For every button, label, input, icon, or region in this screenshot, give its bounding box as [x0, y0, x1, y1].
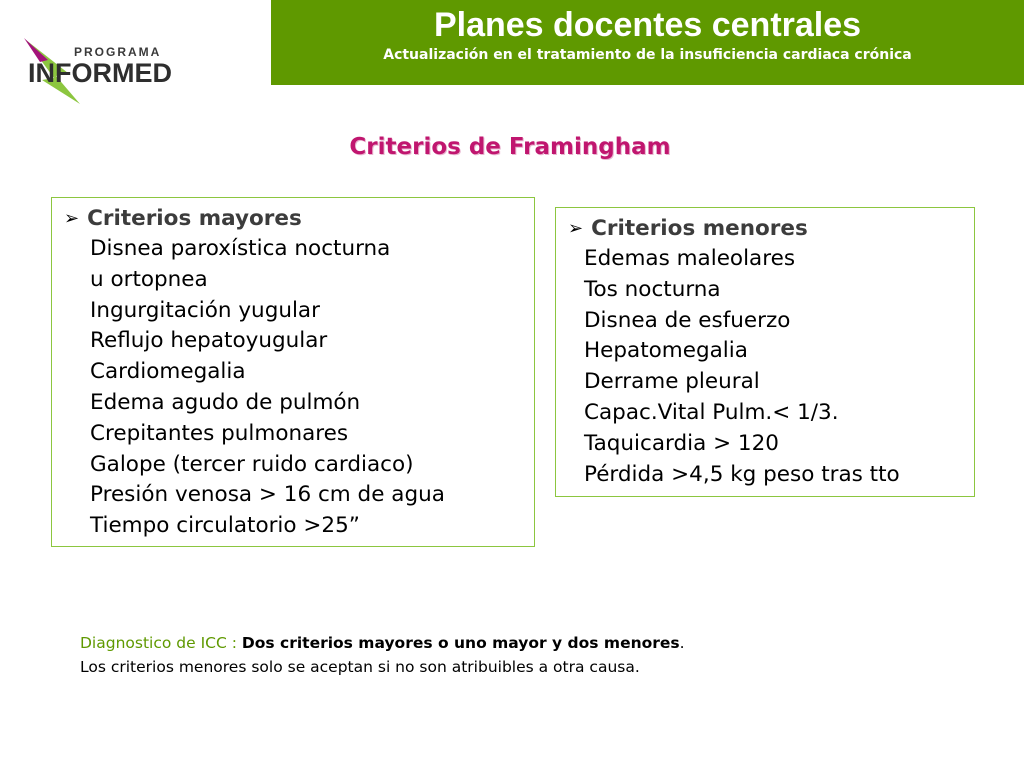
list-item: Presión venosa > 16 cm de agua — [90, 482, 445, 508]
list-item: Tos nocturna — [584, 276, 721, 302]
minor-criteria-list — [568, 244, 964, 490]
list-item: Hepatomegalia — [584, 338, 748, 364]
logo-brand-word: INFORMED — [28, 58, 172, 88]
list-item: Crepitantes pulmonares — [90, 420, 349, 446]
section-title: Criterios de Framingham — [349, 134, 671, 160]
header-title: Planes docentes centrales — [433, 6, 862, 44]
header-band — [271, 0, 1024, 85]
header-subtitle: Actualización en el tratamiento de la insuficiencia cardiaca crónica — [383, 47, 912, 63]
major-criteria-heading-row — [64, 204, 524, 234]
minor-criteria-heading: Criterios menores — [591, 216, 808, 241]
diagnosis-label: Diagnostico de ICC : — [80, 634, 242, 652]
list-item: Capac.Vital Pulm.< 1/3. — [584, 399, 839, 425]
diagnosis-note — [80, 631, 960, 679]
list-item: Pérdida >4,5 kg peso tras tto — [584, 461, 900, 487]
list-item: u ortopnea — [90, 266, 208, 292]
arrow-bullet-icon: ➢ — [568, 218, 584, 239]
list-item: Edema agudo de pulmón — [90, 389, 361, 415]
list-item: Tiempo circulatorio >25” — [90, 513, 360, 539]
diagnosis-rule: Dos criterios mayores o uno mayor y dos menores — [241, 634, 680, 652]
major-criteria-list — [64, 234, 524, 542]
list-item: Taquicardia > 120 — [584, 430, 779, 456]
list-item: Cardiomegalia — [90, 359, 246, 385]
minor-criteria-heading-row — [568, 214, 964, 244]
list-item: Galope (tercer ruido cardiaco) — [90, 451, 414, 477]
major-criteria-box — [51, 197, 535, 547]
list-item: Derrame pleural — [584, 369, 760, 395]
list-item: Edemas maleolares — [584, 246, 796, 271]
diagnosis-line-2: Los criterios menores solo se aceptan si no son atribuibles a otra causa. — [80, 658, 640, 676]
major-criteria-heading: Criterios mayores — [87, 206, 302, 231]
list-item: Ingurgitación yugular — [90, 297, 320, 323]
minor-criteria-box — [555, 207, 975, 497]
list-item: Disnea de esfuerzo — [584, 307, 791, 333]
informed-logo — [18, 28, 218, 110]
list-item: Reflujo hepatoyugular — [90, 328, 328, 354]
informed-logo-graphic — [18, 28, 218, 110]
list-item: Disnea paroxística nocturna — [90, 236, 391, 261]
logo-top-word: PROGRAMA — [74, 45, 162, 59]
diagnosis-line-1 — [80, 631, 960, 655]
arrow-bullet-icon: ➢ — [64, 208, 80, 229]
diagnosis-period: . — [679, 634, 685, 652]
